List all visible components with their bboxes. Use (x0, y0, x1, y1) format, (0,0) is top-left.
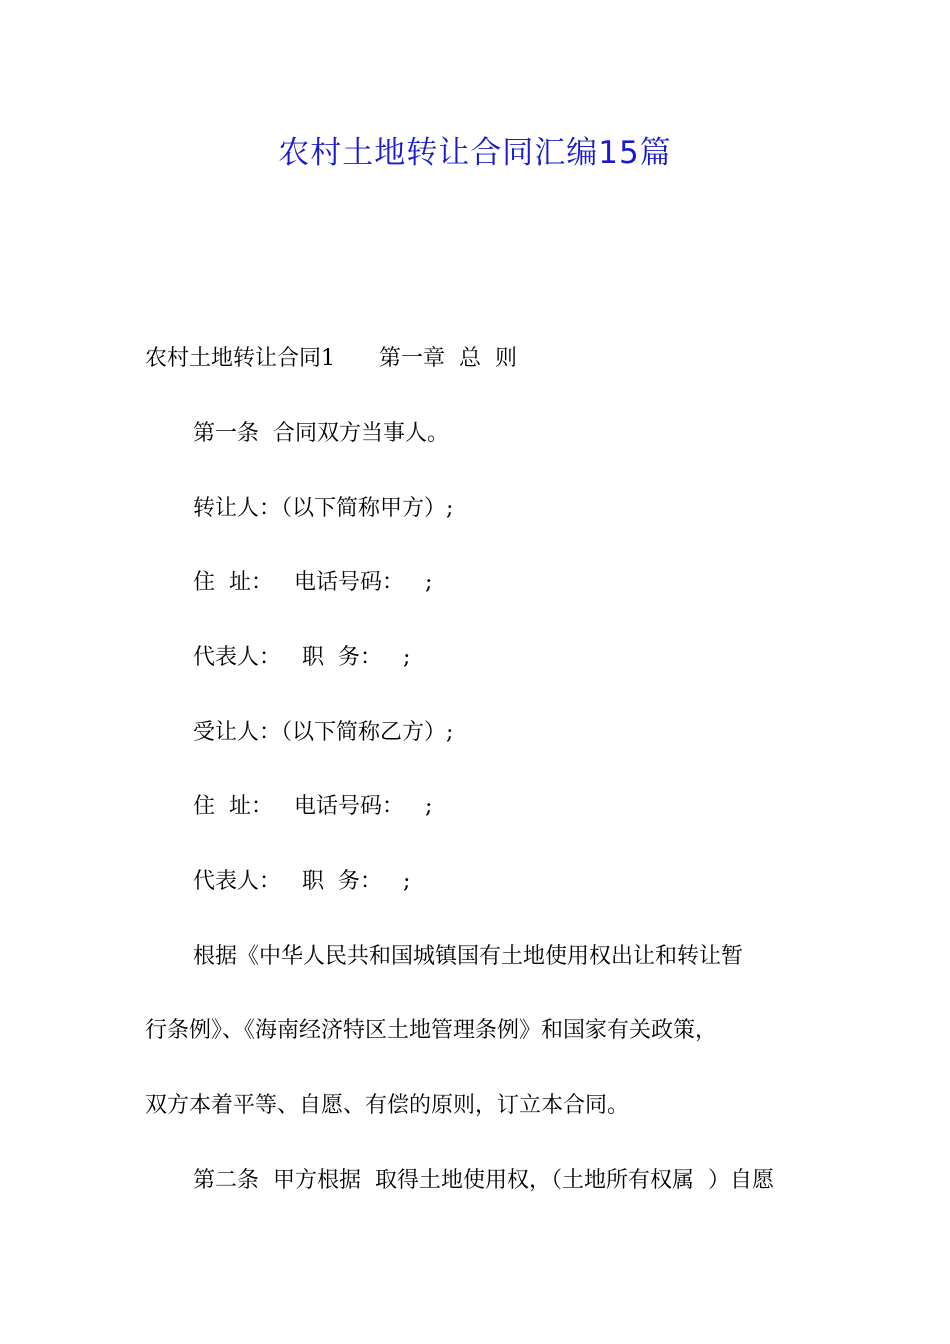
paragraph-line: 行条例》、《海南经济特区土地管理条例》和国家有关政策， (145, 1018, 718, 1043)
transferee-line: 受让人：（以下简称乙方）; (193, 720, 454, 745)
transferor-address-line: 住 址： 电话号码： ; (193, 570, 433, 595)
transferor-representative-line: 代表人： 职 务： ; (193, 645, 411, 670)
transferee-address-line: 住 址： 电话号码： ; (193, 794, 433, 819)
paragraph-line: 双方本着平等、自愿、有偿的原则，订立本合同。 (145, 1093, 630, 1118)
paragraph-line: 根据《中华人民共和国城镇国有土地使用权出让和转让暂 (193, 944, 744, 969)
article-2: 第二条 甲方根据 取得土地使用权，（土地所有权属 ）自愿 (193, 1168, 774, 1193)
document-title: 农村土地转让合同汇编15篇 (278, 135, 672, 171)
article-1: 第一条 合同双方当事人。 (193, 421, 449, 446)
transferor-line: 转让人：（以下简称甲方）; (193, 496, 454, 521)
transferee-representative-line: 代表人： 职 务： ; (193, 869, 411, 894)
contract-heading: 农村土地转让合同1 第一章 总 则 (145, 346, 517, 371)
